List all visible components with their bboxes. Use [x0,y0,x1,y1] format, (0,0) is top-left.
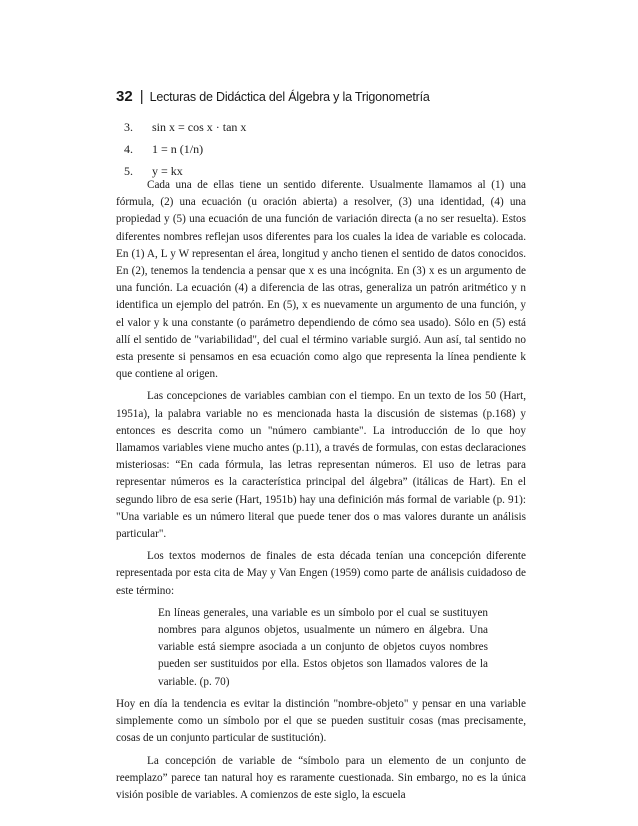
equation-text: sin x = cos x · tan x [152,120,247,134]
page-header [116,88,430,105]
paragraph: La concepción de variable de “símbolo para un elemento de un conjunto de reemplazo” parece tan natural hoy es raramente cuestionada. Sin embargo, no es la única visión posible de variables. A comienzos de este siglo, la escuela [116,754,526,801]
paragraph: Los textos modernos de finales de esta década tenían una concepción diferente representada por esta cita de May y Van Engen (1959) como parte de análisis cuidadoso de este término: [116,550,526,597]
equation-number: 5. [124,164,133,178]
paragraph: Hoy en día la tendencia es evitar la distinción "nombre-objeto" y pensar en una variable simplemente como un símbolo por el que se pueden sustituir cosas (mas precisamente, cosas de un conjunto particular de sustitución). [116,697,526,745]
header-separator: | [139,88,144,105]
equation-number: 3. [124,120,133,134]
body-text [116,177,526,804]
equation-number: 4. [124,142,133,156]
equation-list [124,119,544,185]
paragraph: Cada una de ellas tiene un sentido diferente. Usualmente llamamos al (1) una fórmula, (2) una ecuación (u oración abierta) a resolver, (3) una identidad, (4) una propiedad y (5) una ecuación de una función de variación directa (a no ser resuelta). Estos diferentes nombres reflejan usos diferentes para los cuales la idea de variable es colocada. En (1) A, L y W representan el área, longitud y ancho tienen el sentido de datos conocidos. En (2), tenemos la tendencia a pensar que x es una incógnita. En (3) x es un argumento de una función. La ecuación (4) a diferencia de las otras, generaliza un patrón aritmético y n identifica un ejemplo del patrón. En (5), x es nuevamente un argumento de una función, y el valor y k una constante (o parámetro dependiendo de cómo sea usado). Sólo en (5) está allí el sentido de "variabilidad", del cual el término variable surgió. Aun así, tal sentido no esta presente si pensamos en esa ecuación como algo que representa la línea pendiente k que contiene al origen. [116,179,526,381]
block-quote: En líneas generales, una variable es un símbolo por el cual se sustituyen nombres para algunos objetos, usualmente un número en álgebra. Una variable está siempre asociada a un conjunto de objetos cuyos nombres pueden ser sustituidos por ella. Estos objetos son llamados valores de la variable. (p. 70) [158,606,488,688]
equation-text: 1 = n (1/n) [152,142,204,156]
equation-item [124,119,544,136]
paragraph: Las concepciones de variables cambian con el tiempo. En un texto de los 50 (Hart, 1951a), la palabra variable no es mencionada hasta la discusión de sistemas (p.168) y entonces es descrita como un "número cambiante". La introducción de lo que hoy llamamos variables viene mucho antes (p.11), a través de formulas, con estas declaraciones misteriosas: “En cada fórmula, las letras representan números. El uso de letras para representar números es la característica principal del álgebra” (itálicas de Hart). En el segundo libro de esa serie (Hart, 1951b) hay una definición más formal de variable (p. 91): "Una variable es un número literal que puede tener dos o mas valores durante un análisis particular". [116,390,526,541]
equation-item [124,141,544,158]
equation-text: y = kx [152,164,183,178]
running-title: Lecturas de Didáctica del Álgebra y la Trigonometría [149,90,430,104]
page-number: 32 [116,88,133,105]
